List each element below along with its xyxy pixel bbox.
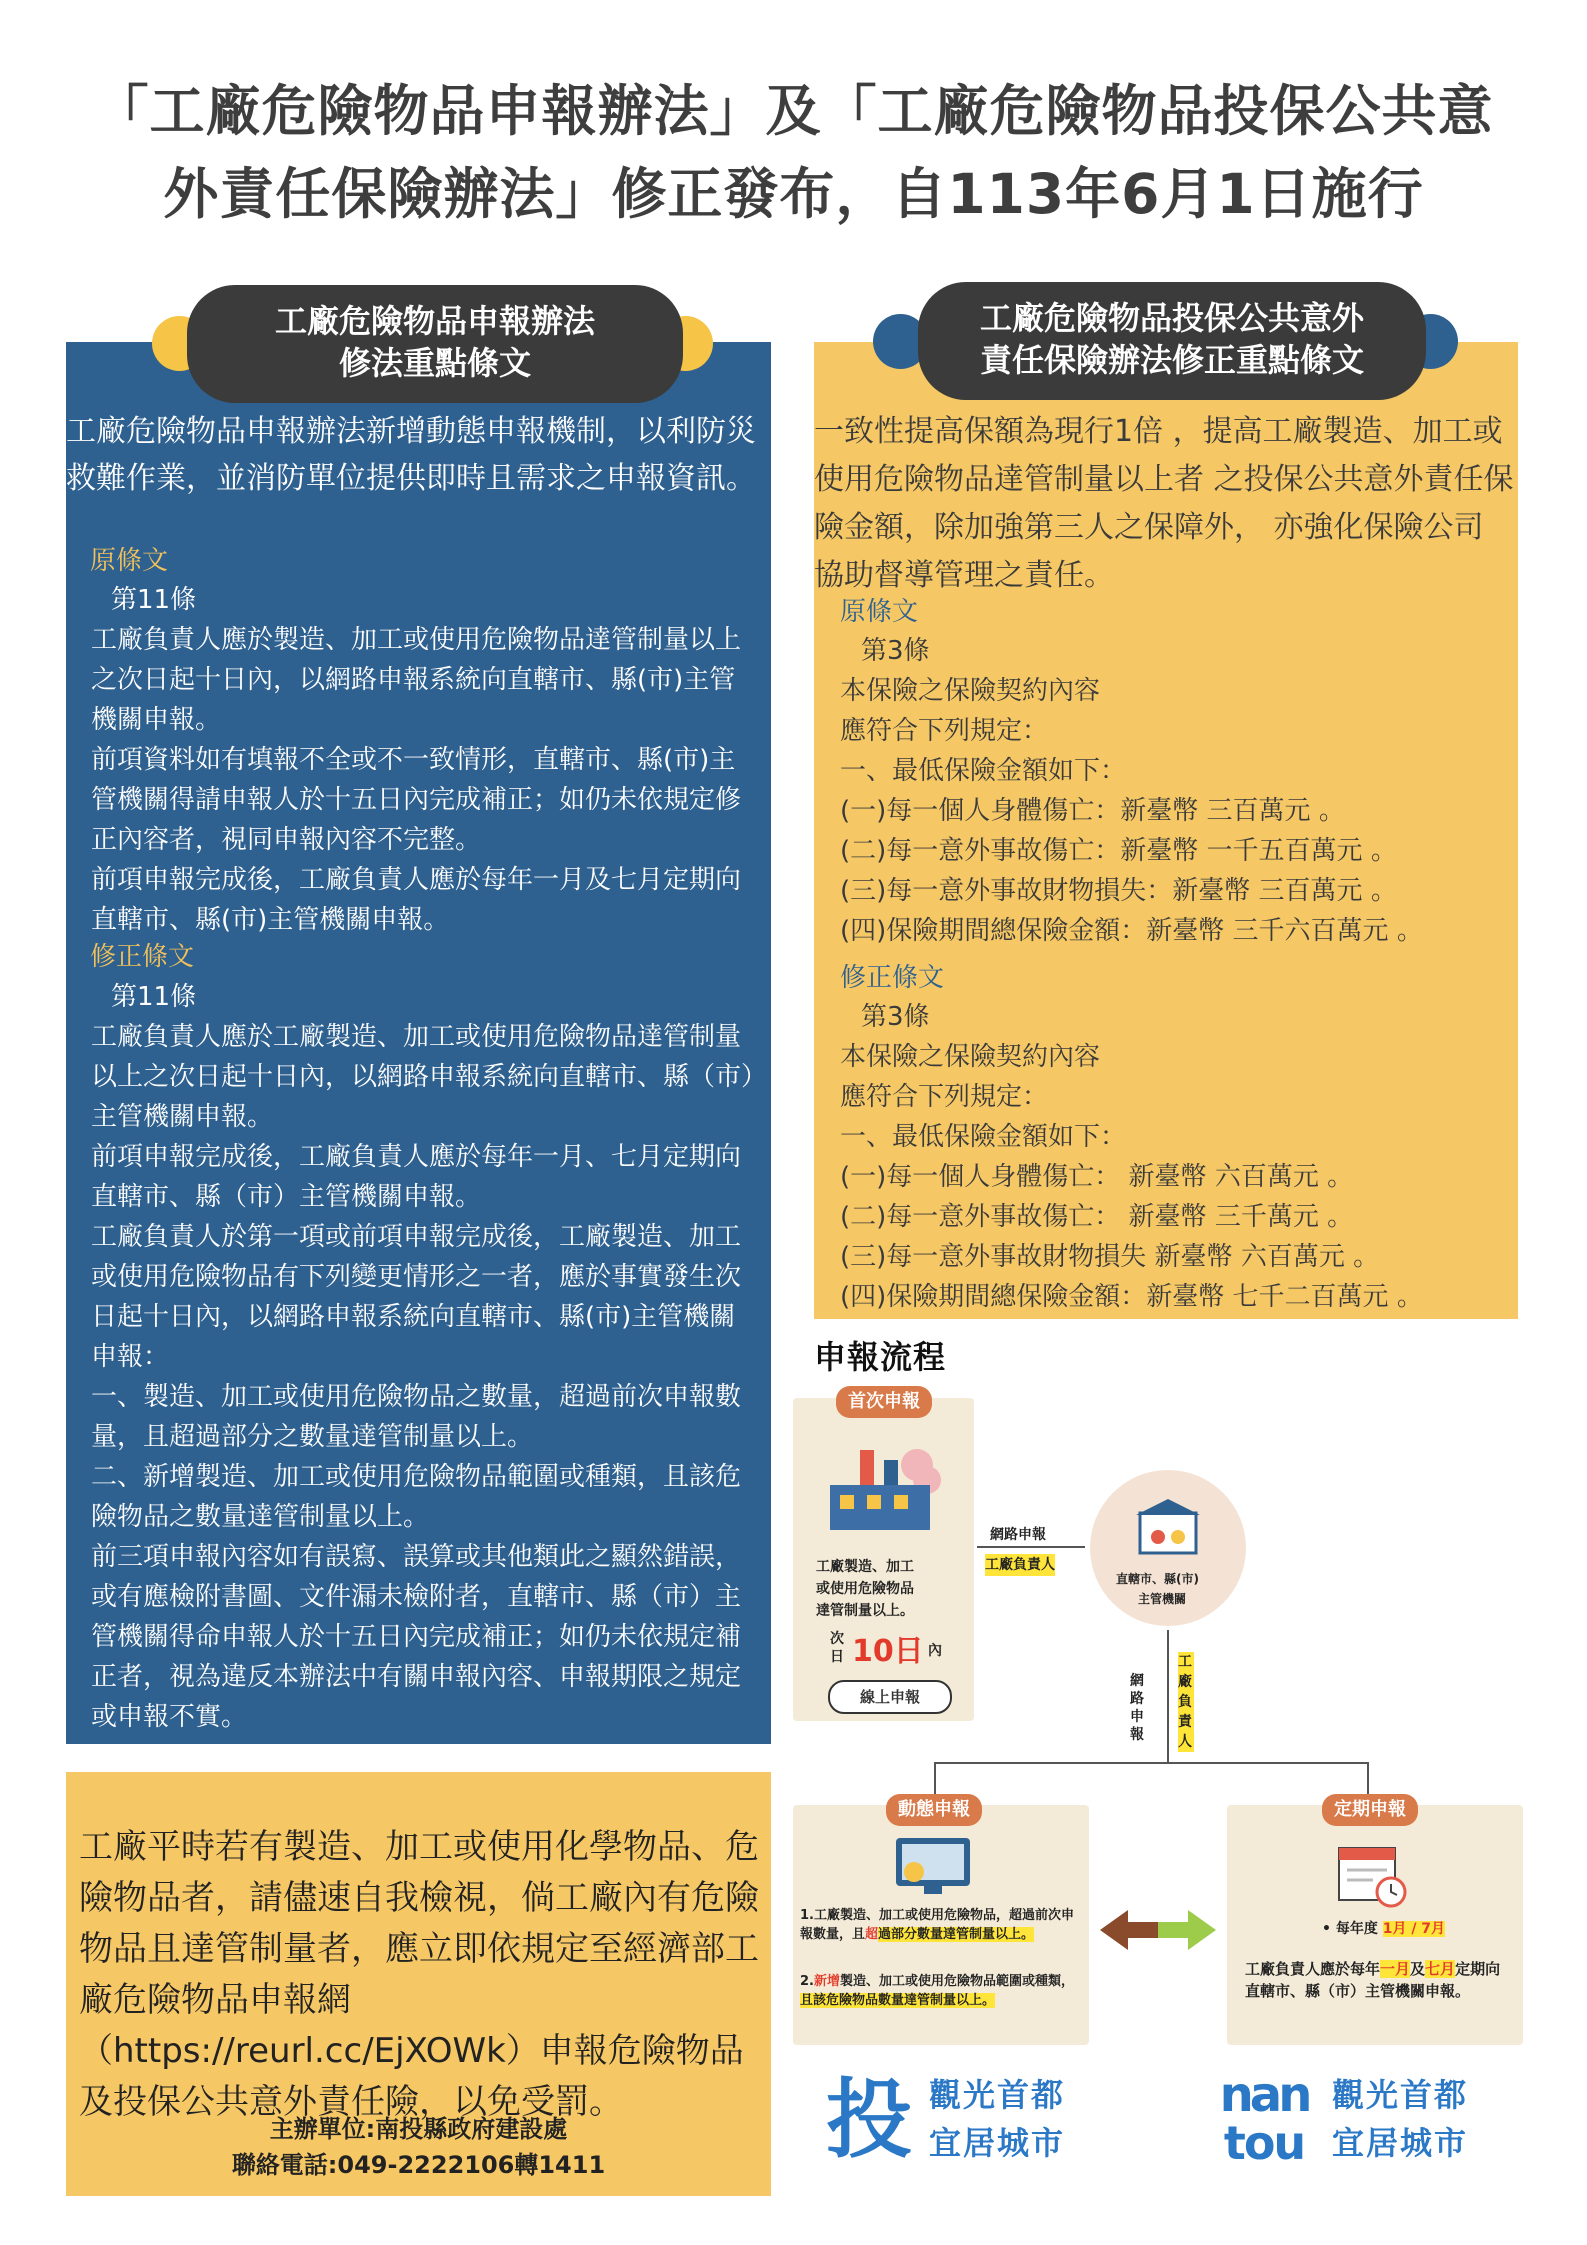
government-icon — [1128, 1495, 1208, 1557]
ten-days-label: 10日 — [852, 1634, 924, 1669]
right-intro: 一致性提高保額為現行1倍 ，提高工廠製造、加工或使用危險物品達管制量以上者 之投保公共意外責任保險金額，除加強第三人之保障外， 亦強化保險公司 協助督導管理之責任。 — [814, 414, 1514, 593]
right-header-line1: 工廠危險物品投保公共意外 — [979, 299, 1364, 337]
right-amended-line: (二)每一意外事故傷亡： 新臺幣 三千萬元 。 — [840, 1202, 1354, 1232]
left-original-label: 原條文 — [90, 546, 169, 576]
right-header-line2: 責任保險辦法修正重點條文 — [979, 341, 1364, 379]
page-title-line1: 「工廠危險物品申報辦法」及「工廠危險物品投保公共意 — [93, 79, 1494, 143]
nantou-logo-icon: 投 — [826, 2070, 912, 2170]
online-label: 網路申報 — [990, 1527, 1046, 1543]
right-original-line: 應符合下列規定： — [840, 716, 1049, 746]
first-declaration-tag: 首次申報 — [836, 1386, 932, 1418]
left-original-para: 工廠負責人應於製造、加工或使用危險物品達管制量以上之次日起十日內，以網路申報系統向直轄市、縣(市)主管機關申報。 — [91, 625, 742, 735]
left-amended-para: 工廠負責人於第一項或前項申報完成後，工廠製造、加工或使用危險物品有下列變更情形之一者，應於事實發生次日起十日內，以網路申報系統向直轄市、縣(市)主管機關申報： — [91, 1222, 742, 1372]
right-original-line: (四)保險期間總保險金額：新臺幣 三千六百萬元 。 — [840, 916, 1423, 946]
nantou-mark-icon: nan tou — [1219, 2067, 1309, 2170]
left-amended-article: 第11條 — [111, 982, 197, 1012]
left-header-line2: 修法重點條文 — [338, 344, 531, 382]
notice-panel — [66, 1772, 771, 2196]
periodic-year: • 每年度 1月 / 7月 — [1322, 1921, 1446, 1937]
left-original-body — [91, 620, 761, 940]
dynamic-item-2: 2.新增製造、加工或使用危險物品範圍或種類，且該危險物品數量達管制量以上。 — [800, 1974, 1075, 2008]
first-desc-2: 或使用危險物品 — [816, 1581, 914, 1597]
flow-heading: 申報流程 — [814, 1338, 947, 1376]
authority-line2: 主管機關 — [1138, 1592, 1187, 1606]
left-header-line1: 工廠危險物品申報辦法 — [274, 302, 595, 340]
right-amended-line: 應符合下列規定： — [840, 1082, 1049, 1112]
authority-line1: 直轄市、縣(市) — [1116, 1572, 1199, 1586]
right-amended-line: (四)保險期間總保險金額：新臺幣 七千二百萬元 。 — [840, 1282, 1423, 1312]
next-day-label: 次日 — [830, 1631, 844, 1665]
vertical-owner-label: 工廠負責人 — [1178, 1654, 1192, 1750]
exchange-arrows-icon — [1098, 1905, 1218, 1955]
owner-label: 工廠負責人 — [985, 1554, 1055, 1576]
right-amended-body — [840, 997, 1510, 1317]
periodic-description: 工廠負責人應於每年一月及七月定期向直轄市、縣（市）主管機關申報。 — [1245, 1960, 1501, 2000]
left-amended-para: 二、新增製造、加工或使用危險物品範圍或種類，且該危險物品之數量達管制量以上。 — [91, 1462, 742, 1532]
right-original-line: 一、最低保險金額如下： — [840, 756, 1127, 786]
right-amended-label: 修正條文 — [840, 963, 945, 993]
computer-icon — [886, 1832, 986, 1902]
calendar-icon — [1333, 1840, 1413, 1910]
right-amended-line: 一、最低保險金額如下： — [840, 1122, 1127, 1152]
right-amended-line: 第3條 — [861, 1002, 930, 1032]
dynamic-declaration-tag: 動態申報 — [886, 1794, 982, 1826]
right-amended-line: (一)每一個人身體傷亡： 新臺幣 六百萬元 。 — [840, 1162, 1354, 1192]
right-original-label: 原條文 — [840, 597, 919, 627]
flow-branch — [934, 1762, 1369, 1764]
left-amended-para: 一、製造、加工或使用危險物品之數量，超過前次申報數量，且超過部分之數量達管制量以上。 — [91, 1382, 742, 1452]
factory-icon — [822, 1440, 942, 1540]
first-desc-1: 工廠製造、加工 — [816, 1559, 914, 1575]
right-amended-line: (三)每一意外事故財物損失 新臺幣 六百萬元 。 — [840, 1242, 1380, 1272]
left-panel-header — [187, 285, 683, 403]
within-label: 內 — [928, 1643, 942, 1659]
right-original-line: (三)每一意外事故財物損失：新臺幣 三百萬元 。 — [840, 876, 1397, 906]
contact-phone: 聯絡電話:049-2222106轉1411 — [231, 2151, 606, 2179]
right-original-line: (一)每一個人身體傷亡：新臺幣 三百萬元 。 — [840, 796, 1345, 826]
left-logo-line2: 宜居城市 — [929, 2124, 1066, 2162]
flow-connector — [1167, 1630, 1169, 1762]
periodic-declaration-tag: 定期申報 — [1322, 1794, 1418, 1826]
online-declare-button[interactable]: 線上申報 — [828, 1680, 952, 1714]
left-intro: 工廠危險物品申報辦法新增動態申報機制，以利防災救難作業，並消防單位提供即時且需求之申報資訊。 — [66, 414, 756, 496]
left-logo-line1: 觀光首都 — [929, 2076, 1066, 2114]
dynamic-item-1: 1.工廠製造、加工或使用危險物品，超過前次申報數量，且超過部分數量達管制量以上。 — [800, 1908, 1074, 1942]
right-original-line: 第3條 — [861, 636, 930, 666]
right-original-body — [840, 631, 1510, 951]
notice-text: 工廠平時若有製造、加工或使用化學物品、危險物品者，請儘速自我檢視，倘工廠內有危險物品且達管制量者，應立即依規定至經濟部工廠危險物品申報網（https://reurl.cc/EjXOWk）申報危險物品及投保公共意外責任險，以免受罰。 — [79, 1827, 759, 2122]
right-original-line: 本保險之保險契約內容 — [840, 676, 1101, 706]
left-original-article: 第11條 — [111, 585, 197, 615]
right-panel-header — [918, 282, 1426, 400]
left-original-para: 前項申報完成後，工廠負責人應於每年一月及七月定期向直轄市、縣(市)主管機關申報。 — [91, 865, 742, 935]
left-amended-para: 前三項申報內容如有誤寫、誤算或其他類此之顯然錯誤，或有應檢附書圖、文件漏未檢附者，直轄市、縣（市）主管機關得命申報人於十五日內完成補正；如仍未依規定補正者，視為違反本辦法中有關申報內容、申報期限之規定或申報不實。 — [91, 1542, 742, 1732]
left-amended-para: 前項申報完成後，工廠負責人應於每年一月、七月定期向直轄市、縣（市）主管機關申報。 — [91, 1142, 742, 1212]
right-original-line: (二)每一意外事故傷亡：新臺幣 一千五百萬元 。 — [840, 836, 1397, 866]
page-title-line2: 外責任保險辦法」修正發布，自113年6月1日施行 — [163, 162, 1424, 226]
flow-arrow — [977, 1546, 1085, 1548]
left-original-para: 前項資料如有填報不全或不一致情形，直轄市、縣(市)主管機關得請申報人於十五日內完成補正；如仍未依規定修正內容者，視同申報內容不完整。 — [91, 745, 742, 855]
organizer: 主辦單位:南投縣政府建設處 — [269, 2115, 568, 2143]
left-amended-body — [91, 1017, 761, 1737]
right-amended-line: 本保險之保險契約內容 — [840, 1042, 1101, 1072]
right-logo-line1: 觀光首都 — [1332, 2076, 1469, 2114]
left-amended-label: 修正條文 — [90, 942, 195, 972]
left-amended-para: 工廠負責人應於工廠製造、加工或使用危險物品達管制量以上之次日起十日內，以網路申報系統向直轄市、縣（市）主管機關申報。 — [91, 1022, 755, 1132]
first-desc-3: 達管制量以上。 — [816, 1603, 914, 1619]
vertical-online-label: 網路申報 — [1130, 1673, 1144, 1743]
right-logo-line2: 宜居城市 — [1332, 2124, 1469, 2162]
